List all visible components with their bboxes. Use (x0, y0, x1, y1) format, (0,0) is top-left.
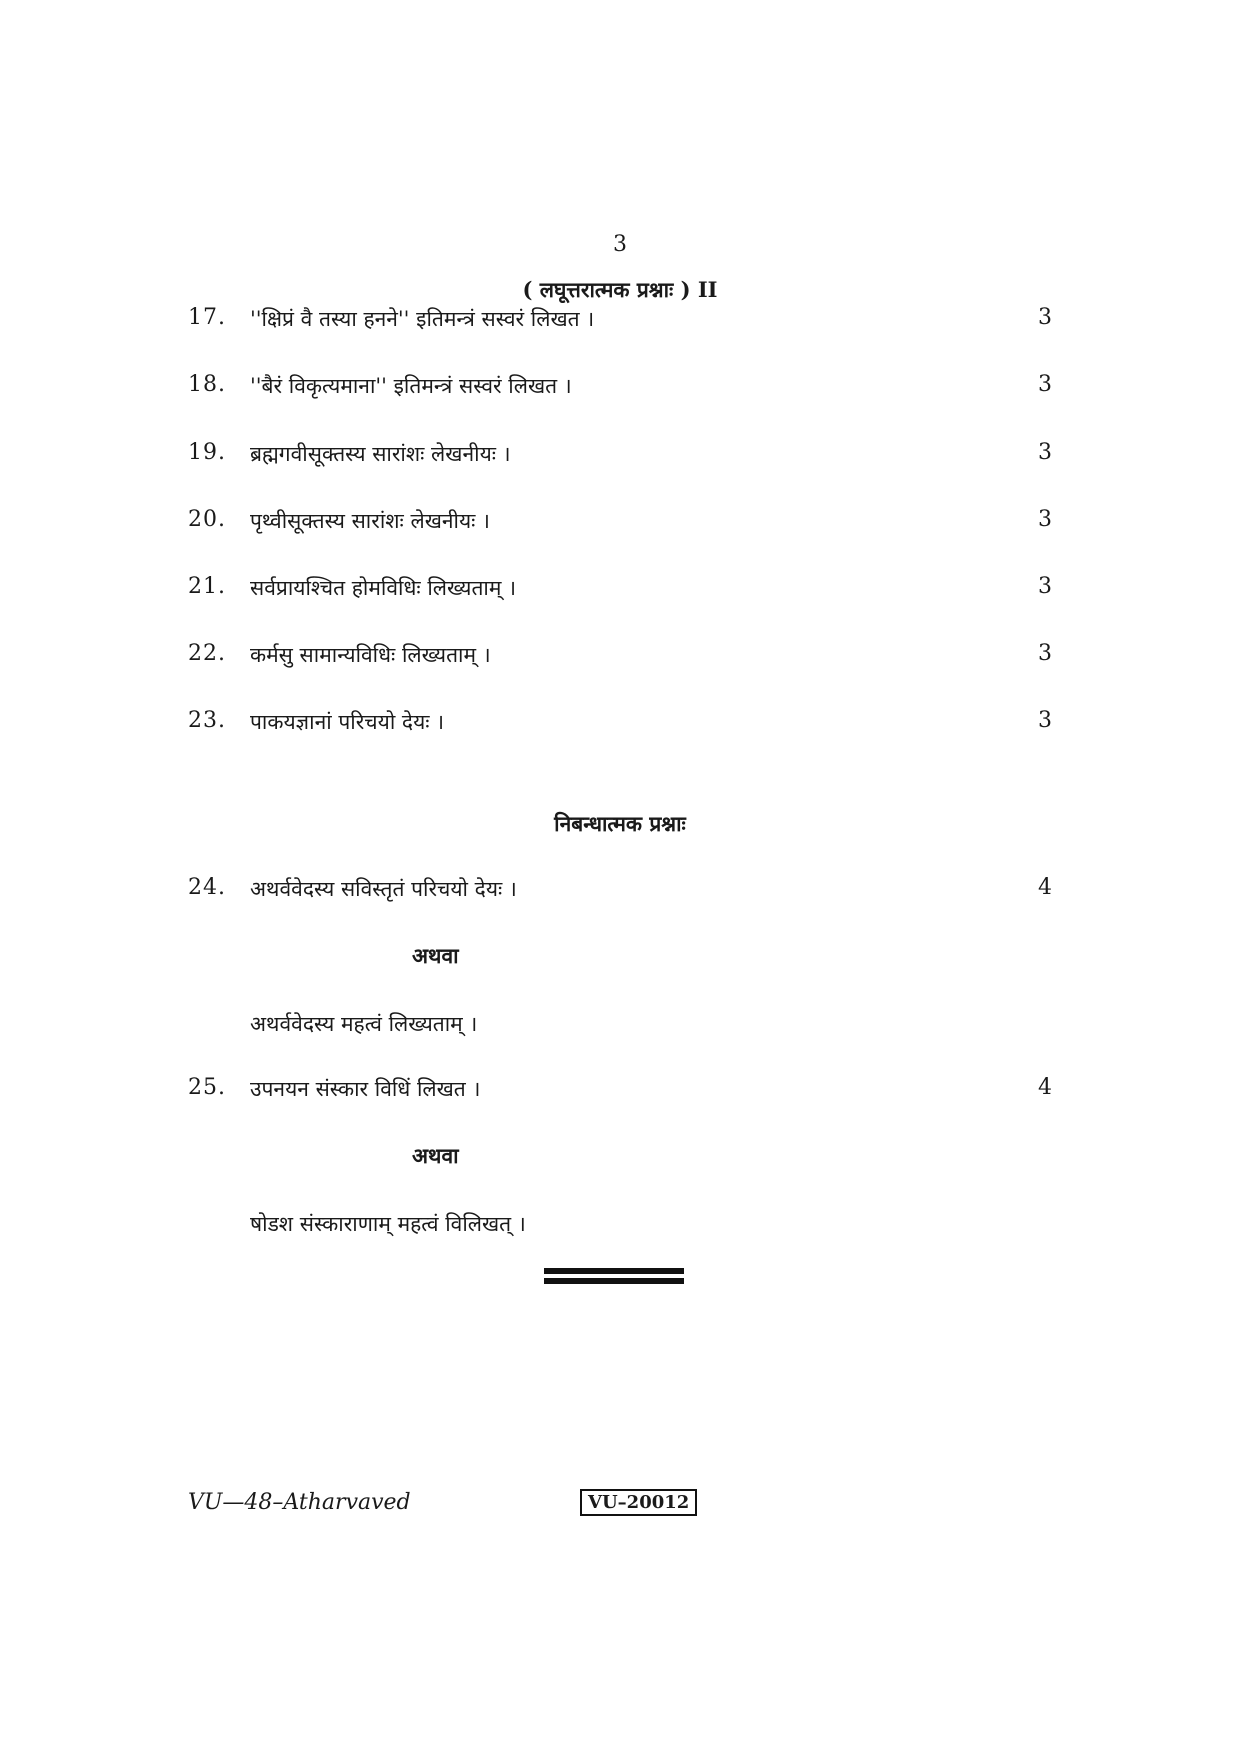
question-text: अथर्ववेदस्य सविस्तृतं परिचयो देयः । (250, 877, 517, 901)
question-marks: 4 (1038, 1075, 1052, 1100)
section-heading-short: ( लघूत्तरात्मक प्रश्नाः ) II (522, 277, 718, 302)
question-marks: 3 (1038, 372, 1052, 397)
question-row (0, 507, 1240, 541)
question-number: 21. (188, 574, 226, 599)
question-marks: 3 (1038, 708, 1052, 733)
question-marks: 3 (1038, 507, 1052, 532)
footer-course-code: VU—48–Atharvaved (188, 1490, 411, 1515)
question-row (0, 641, 1240, 675)
question-text: कर्मसु सामान्यविधिः लिख्यताम् । (250, 643, 491, 667)
question-row (0, 875, 1240, 909)
question-marks: 3 (1038, 641, 1052, 666)
question-row (0, 708, 1240, 742)
section-heading-essay: निबन्धात्मक प्रश्नाः (554, 811, 686, 836)
end-rule-top (544, 1268, 684, 1274)
question-text: उपनयन संस्कार विधिं लिखत । (250, 1077, 481, 1101)
question-number: 18. (188, 372, 226, 397)
question-text: पृथ्वीसूक्तस्य सारांशः लेखनीयः । (250, 509, 491, 533)
footer-paper-code: VU–20012 (580, 1489, 697, 1516)
question-row (0, 1075, 1240, 1109)
page-number: 3 (613, 232, 627, 257)
question-row (0, 574, 1240, 608)
end-rule-bottom (544, 1278, 684, 1284)
question-row (0, 440, 1240, 474)
question-row (0, 305, 1240, 339)
or-label: अथवा (412, 943, 459, 968)
question-number: 24. (188, 875, 226, 900)
question-row (0, 372, 1240, 406)
or-label: अथवा (412, 1143, 459, 1168)
question-marks: 3 (1038, 440, 1052, 465)
question-text: सर्वप्रायश्चित होमविधिः लिख्यताम् । (250, 576, 517, 600)
question-marks: 3 (1038, 305, 1052, 330)
question-number: 25. (188, 1075, 226, 1100)
question-text: पाकयज्ञानां परिचयो देयः । (250, 710, 445, 734)
question-number: 20. (188, 507, 226, 532)
question-text: ब्रह्मगवीसूक्तस्य सारांशः लेखनीयः । (250, 442, 511, 466)
question-text: ''बैरं विकृत्यमाना'' इतिमन्त्रं सस्वरं लिखत । (250, 374, 572, 398)
question-number: 17. (188, 305, 226, 330)
question-number: 22. (188, 641, 226, 666)
question-marks: 3 (1038, 574, 1052, 599)
question-marks: 4 (1038, 875, 1052, 900)
question-number: 23. (188, 708, 226, 733)
question-number: 19. (188, 440, 226, 465)
alternative-question-text: अथर्ववेदस्य महत्वं लिख्यताम् । (250, 1012, 478, 1036)
question-text: ''क्षिप्रं वै तस्या हनने'' इतिमन्त्रं सस्वरं लिखत । (250, 307, 595, 331)
alternative-question-text: षोडश संस्काराणाम् महत्वं विलिखत् । (250, 1212, 526, 1236)
